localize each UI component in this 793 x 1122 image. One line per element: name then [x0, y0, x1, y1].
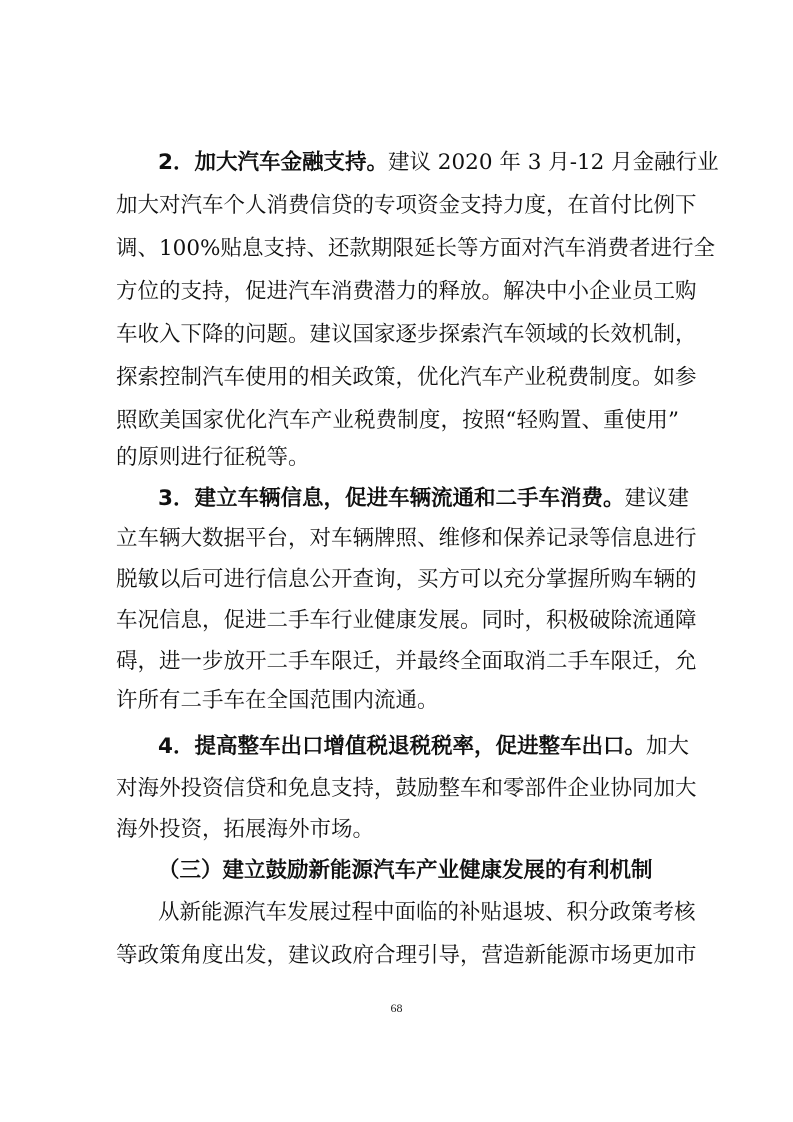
- paragraph-line: 碍，进一步放开二手车限迁，并最终全面取消二手车限迁，允: [116, 649, 697, 674]
- section-lead: 4．提高整车出口增值税退税税率，促进整车出口。: [158, 734, 646, 759]
- paragraph-text: 建议 2020 年 3 月-12 月金融行业: [387, 150, 719, 175]
- paragraph-line: 方位的支持，促进汽车消费潜力的释放。解决中小企业员工购: [116, 279, 697, 304]
- paragraph-line: 海外投资，拓展海外市场。: [116, 817, 375, 842]
- section-lead: 3．建立车辆信息，促进车辆流通和二手车消费。: [158, 486, 625, 511]
- paragraph-line: 立车辆大数据平台，对车辆牌照、维修和保养记录等信息进行: [116, 526, 697, 551]
- paragraph-line: 照欧美国家优化汽车产业税费制度，按照“轻购置、重使用”: [116, 408, 679, 433]
- page-number: 68: [390, 1001, 403, 1015]
- paragraph-line: 脱敏以后可进行信息公开查询，买方可以充分掌握所购车辆的: [116, 567, 697, 592]
- paragraph-line: [158, 479, 689, 519]
- paragraph-line: [158, 727, 689, 767]
- paragraph-line: 等政策角度出发，建议政府合理引导，营造新能源市场更加市: [116, 943, 697, 968]
- paragraph-text: 加大: [645, 734, 689, 759]
- paragraph-line: 从新能源汽车发展过程中面临的补贴退坡、积分政策考核: [158, 900, 696, 925]
- paragraph-text: 建议建: [624, 486, 689, 511]
- paragraph-line: 许所有二手车在全国范围内流通。: [116, 688, 439, 713]
- paragraph-line: 调、100%贴息支持、还款期限延长等方面对汽车消费者进行全: [116, 236, 715, 261]
- paragraph-line: 对海外投资信贷和免息支持，鼓励整车和零部件企业协同加大: [116, 776, 697, 801]
- paragraph-line: 车收入下降的问题。建议国家逐步探索汽车领域的长效机制，: [116, 322, 697, 347]
- section-heading: （三）建立鼓励新能源汽车产业健康发展的有利机制: [158, 858, 653, 883]
- paragraph-line: 车况信息，促进二手车行业健康发展。同时，积极破除流通障: [116, 608, 697, 633]
- paragraph-line: 加大对汽车个人消费信贷的专项资金支持力度，在首付比例下: [116, 193, 697, 218]
- paragraph-line: 的原则进行征税等。: [116, 445, 310, 470]
- section-lead: 2．加大汽车金融支持。: [158, 150, 388, 175]
- paragraph-line: 探索控制汽车使用的相关政策，优化汽车产业税费制度。如参: [116, 365, 697, 390]
- paragraph-line: [158, 143, 719, 183]
